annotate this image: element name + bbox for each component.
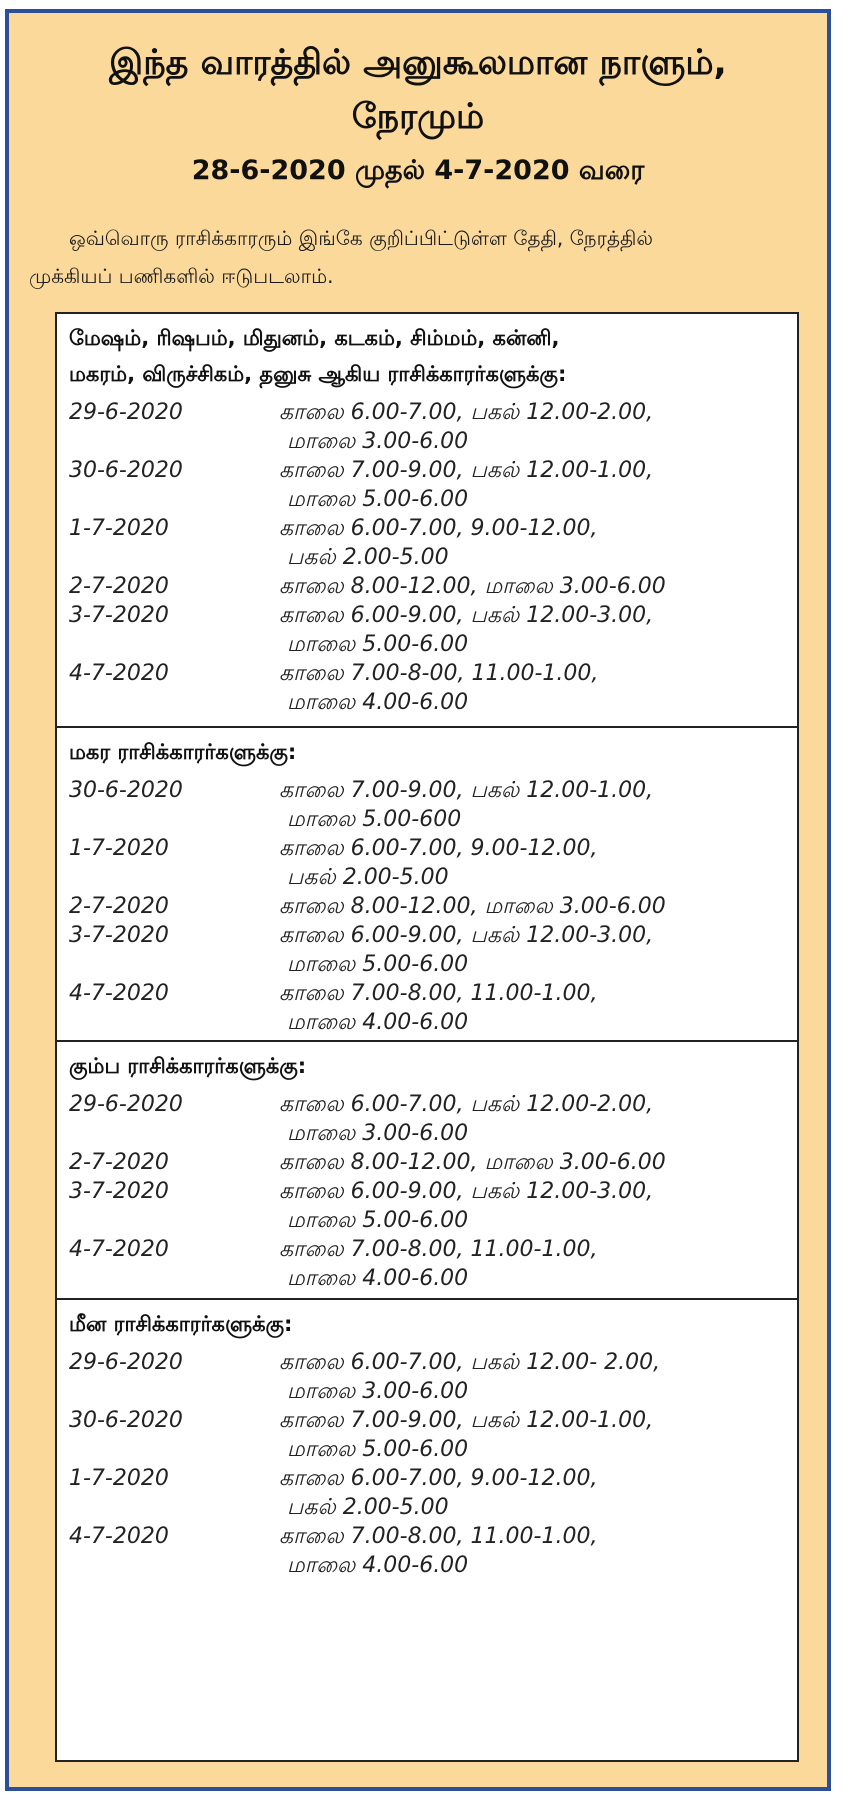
entry-time-line1: காலை 7.00-9.00, பகல் 12.00-1.00,	[279, 1408, 654, 1433]
entry-time-line2: மாலை 5.00-6.00	[287, 1437, 469, 1462]
schedule-box	[55, 312, 799, 1762]
entry-date: 30-6-2020	[69, 458, 183, 483]
entry-time-line2: பகல் 2.00-5.00	[287, 865, 449, 890]
zodiac-section	[57, 314, 797, 728]
entry-time-line2: மாலை 5.00-6.00	[287, 952, 469, 977]
section-heading: மகர ராசிக்காரர்களுக்கு:	[69, 740, 297, 764]
entry-time-line1: காலை 7.00-9.00, பகல் 12.00-1.00,	[279, 778, 654, 803]
horoscope-panel	[5, 9, 831, 1791]
entry-date: 2-7-2020	[69, 574, 169, 599]
intro-line1: ஒவ்வொரு ராசிக்காரரும் இங்கே குறிப்பிட்டுள்ள தேதி, நேரத்தில்	[69, 226, 653, 250]
date-range: 28-6-2020 முதல் 4-7-2020 வரை	[191, 155, 645, 186]
entry-time-line1: காலை 6.00-7.00, 9.00-12.00,	[279, 516, 598, 541]
page-title-line1: இந்த வாரத்தில் அனுகூலமான நாளும்,	[109, 43, 727, 83]
entry-date: 29-6-2020	[69, 400, 183, 425]
entry-time-line1: காலை 7.00-8.00, 11.00-1.00,	[279, 1524, 598, 1549]
entry-time-line1: காலை 7.00-8.00, 11.00-1.00,	[279, 981, 598, 1006]
entry-time-line1: காலை 8.00-12.00, மாலை 3.00-6.00	[279, 1150, 666, 1175]
entry-time-line1: காலை 6.00-7.00, பகல் 12.00- 2.00,	[279, 1350, 661, 1375]
section-heading: மேஷம், ரிஷபம், மிதுனம், கடகம், சிம்மம், கன்னி,	[69, 326, 560, 350]
zodiac-section	[57, 1042, 797, 1300]
entry-time-line2: மாலை 3.00-6.00	[287, 429, 469, 454]
entry-time-line2: மாலை 4.00-6.00	[287, 1266, 469, 1291]
entry-date: 4-7-2020	[69, 981, 169, 1006]
section-heading: கும்ப ராசிக்காரர்களுக்கு:	[69, 1054, 307, 1078]
entry-date: 1-7-2020	[69, 836, 169, 861]
entry-date: 29-6-2020	[69, 1092, 183, 1117]
page-title-line2: நேரமும்	[351, 97, 485, 137]
entry-time-line2: மாலை 5.00-6.00	[287, 632, 469, 657]
entry-time-line1: காலை 8.00-12.00, மாலை 3.00-6.00	[279, 894, 666, 919]
entry-time-line2: மாலை 5.00-600	[287, 807, 462, 832]
entry-time-line1: காலை 7.00-8.00, 11.00-1.00,	[279, 1237, 598, 1262]
entry-date: 3-7-2020	[69, 923, 169, 948]
zodiac-section	[57, 728, 797, 1042]
entry-date: 4-7-2020	[69, 1524, 169, 1549]
entry-date: 1-7-2020	[69, 516, 169, 541]
entry-time-line2: மாலை 5.00-6.00	[287, 487, 469, 512]
entry-time-line2: மாலை 3.00-6.00	[287, 1379, 469, 1404]
entry-date: 3-7-2020	[69, 1179, 169, 1204]
zodiac-section	[57, 1300, 797, 1760]
entry-date: 30-6-2020	[69, 778, 183, 803]
entry-time-line2: மாலை 4.00-6.00	[287, 1553, 469, 1578]
entry-time-line1: காலை 7.00-9.00, பகல் 12.00-1.00,	[279, 458, 654, 483]
entry-time-line1: காலை 8.00-12.00, மாலை 3.00-6.00	[279, 574, 666, 599]
entry-date: 4-7-2020	[69, 1237, 169, 1262]
entry-date: 3-7-2020	[69, 603, 169, 628]
entry-time-line1: காலை 6.00-9.00, பகல் 12.00-3.00,	[279, 603, 654, 628]
entry-time-line1: காலை 6.00-9.00, பகல் 12.00-3.00,	[279, 1179, 654, 1204]
entry-time-line1: காலை 6.00-7.00, பகல் 12.00-2.00,	[279, 1092, 654, 1117]
entry-time-line1: காலை 6.00-7.00, 9.00-12.00,	[279, 836, 598, 861]
entry-date: 1-7-2020	[69, 1466, 169, 1491]
entry-date: 2-7-2020	[69, 894, 169, 919]
entry-time-line1: காலை 6.00-7.00, பகல் 12.00-2.00,	[279, 400, 654, 425]
section-heading: மீன ராசிக்காரர்களுக்கு:	[69, 1312, 293, 1336]
entry-time-line1: காலை 6.00-7.00, 9.00-12.00,	[279, 1466, 598, 1491]
entry-date: 29-6-2020	[69, 1350, 183, 1375]
section-heading-line2: மகரம், விருச்சிகம், தனுசு ஆகிய ராசிக்காரர்களுக்கு:	[69, 362, 567, 386]
entry-time-line2: மாலை 4.00-6.00	[287, 1010, 469, 1035]
entry-time-line1: காலை 6.00-9.00, பகல் 12.00-3.00,	[279, 923, 654, 948]
entry-date: 2-7-2020	[69, 1150, 169, 1175]
entry-time-line2: பகல் 2.00-5.00	[287, 545, 449, 570]
entry-time-line2: மாலை 3.00-6.00	[287, 1121, 469, 1146]
entry-time-line2: பகல் 2.00-5.00	[287, 1495, 449, 1520]
entry-time-line2: மாலை 5.00-6.00	[287, 1208, 469, 1233]
entry-time-line2: மாலை 4.00-6.00	[287, 690, 469, 715]
entry-date: 30-6-2020	[69, 1408, 183, 1433]
intro-line2: முக்கியப் பணிகளில் ஈடுபடலாம்.	[29, 264, 334, 288]
entry-time-line1: காலை 7.00-8-00, 11.00-1.00,	[279, 661, 599, 686]
entry-date: 4-7-2020	[69, 661, 169, 686]
